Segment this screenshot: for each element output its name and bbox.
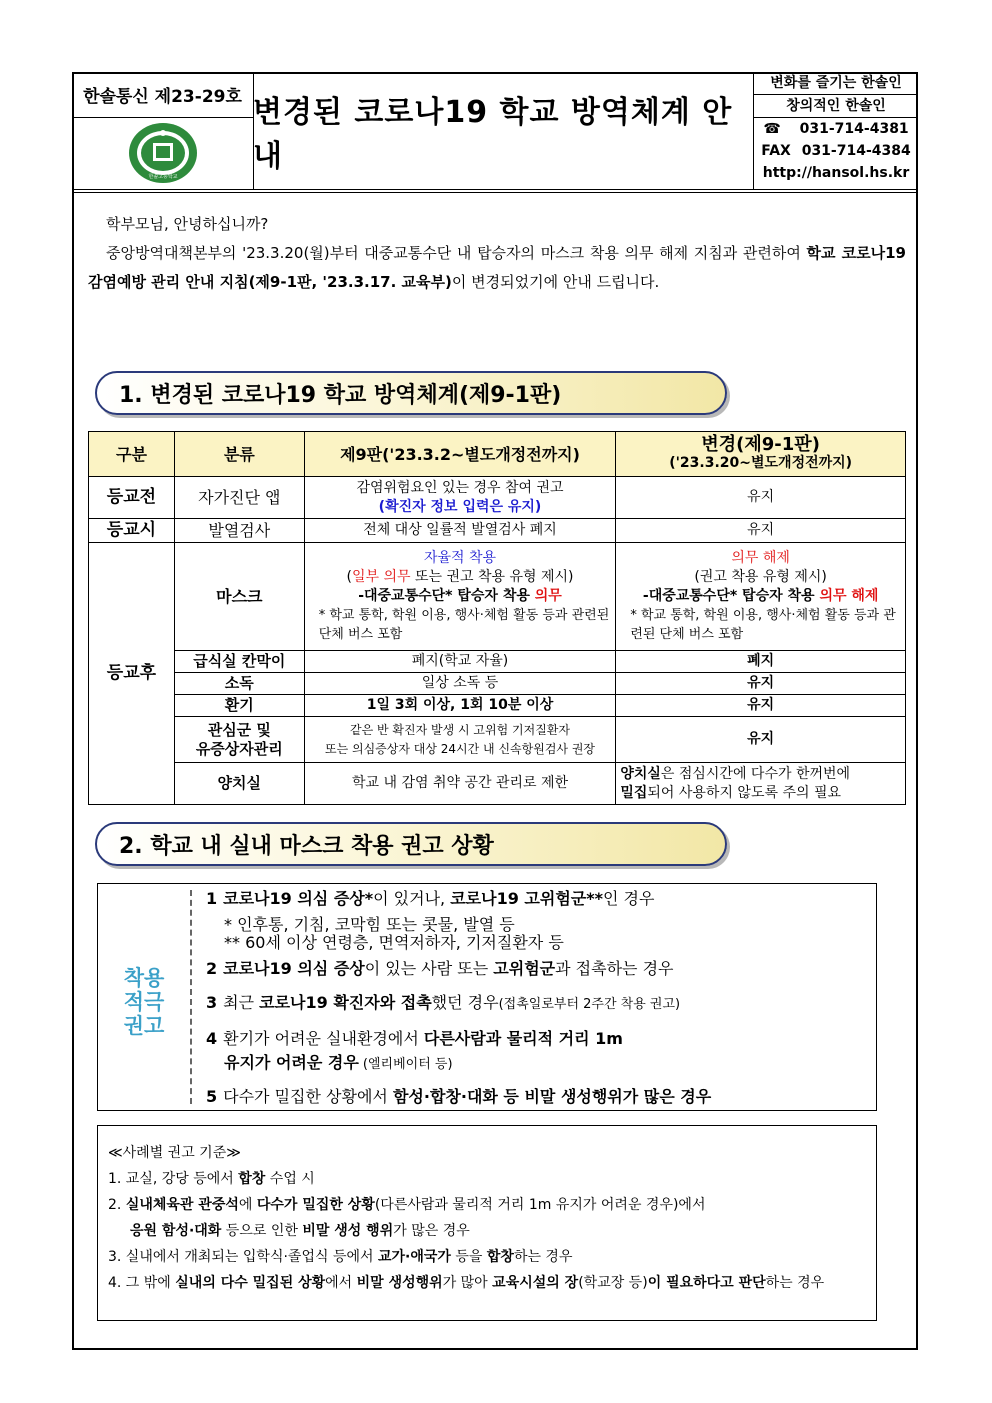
list-item: 1 코로나19 의심 증상*이 있거나, 코로나19 고위험군**인 경우 (206, 889, 655, 908)
row-new: 폐지 (616, 651, 906, 673)
col-header: 구분 (89, 432, 175, 477)
list-item: 2 코로나19 의심 증상이 있는 사람 또는 고위험군과 접촉하는 경우 (206, 959, 674, 978)
row-group: 등교전 (89, 477, 175, 519)
row-new: 의무 해제 (권고 착용 유형 제시) -대중교통수단* 탑승자 착용 의무 해제 * 학교 통학, 학원 이용, 행사·체험 활동 등과 관련된 단체 버스 포함 (616, 543, 906, 651)
row-item: 양치실 (174, 763, 304, 805)
school-url[interactable]: http://hansol.hs.kr (762, 165, 910, 181)
school-emblem-icon (127, 121, 199, 185)
case-item-cont: 응원 함성·대화 등으로 인한 비말 생성 행위가 많은 경우 (130, 1223, 470, 1239)
case-title: ≪사례별 권고 기준≫ (108, 1145, 241, 1161)
fax-line (754, 140, 918, 162)
case-item: 2. 실내체육관 관중석에 다수가 밀집한 상황(다른사람과 물리적 거리 1m 유지가 어려운 경우)에서 (108, 1197, 706, 1213)
row-item: 마스크 (174, 543, 304, 651)
greeting: 학부모님, 안녕하십니까? (106, 215, 269, 233)
row-old: 전체 대상 일률적 발열검사 폐지 (304, 519, 616, 543)
slogan-2: 창의적인 한솔인 (754, 95, 918, 118)
col-header: 제9판('23.3.2~별도개정전까지) (304, 432, 616, 477)
row-item: 발열검사 (174, 519, 304, 543)
row-item: 급식실 칸막이 (174, 651, 304, 673)
row-item: 자가진단 앱 (174, 477, 304, 519)
issue-number: 한솔통신 제23-29호 (72, 72, 254, 118)
list-item-cont: 유지가 어려운 경우 (엘리베이터 등) (224, 1053, 453, 1072)
dashed-divider (190, 890, 192, 1104)
row-item: 환기 (174, 695, 304, 717)
section-heading-1: 1. 변경된 코로나19 학교 방역체계(제9-1판) (95, 371, 727, 415)
slogan-1: 변화를 즐기는 한솔인 (754, 72, 918, 95)
table-row (89, 763, 906, 805)
row-old: 학교 내 감염 취약 공간 관리로 제한 (304, 763, 616, 805)
list-item: 3 최근 코로나19 확진자와 접촉했던 경우(접촉일로부터 2주간 착용 권고) (206, 993, 681, 1012)
table-row (89, 651, 906, 673)
row-old: 감염위험요인 있는 경우 참여 권고 (확진자 정보 입력은 유지) (304, 477, 616, 519)
row-old: 같은 반 확진자 발생 시 고위험 기저질환자 또는 의심증상자 대상 24시간 내 신속항원검사 권장 (304, 717, 616, 763)
school-contact (754, 72, 918, 189)
row-item: 관심군 및 유증상자관리 (174, 717, 304, 763)
newsletter-header (72, 72, 918, 189)
col-header: 변경(제9-1판) ('23.3.20~별도개정전까지) (616, 432, 906, 477)
row-new: 유지 (616, 717, 906, 763)
phone-line (754, 118, 918, 140)
phone-icon: ☎ (763, 121, 781, 137)
recommend-label: 착용 적극 권고 (123, 966, 165, 1038)
row-old: 일상 소독 등 (304, 673, 616, 695)
row-new: 유지 (616, 673, 906, 695)
table-row (89, 695, 906, 717)
case-item: 3. 실내에서 개최되는 입학식·졸업식 등에서 교가·애국가 등을 합창하는 경우 (108, 1249, 573, 1265)
fax-label: FAX (761, 143, 791, 159)
row-group: 등교후 (89, 543, 175, 805)
list-item: 4 환기가 어려운 실내환경에서 다른사람과 물리적 거리 1m (206, 1029, 623, 1048)
header-divider (72, 189, 918, 193)
intro-text (88, 210, 906, 297)
fax-number: 031-714-4384 (801, 143, 911, 159)
case-criteria-box (97, 1125, 877, 1321)
school-logo (72, 117, 254, 189)
list-item: 5 다수가 밀집한 상황에서 함성·합창·대화 등 비말 생성행위가 많은 경우 (206, 1087, 712, 1106)
phone-number: 031-714-4381 (799, 121, 909, 137)
col-header: 분류 (174, 432, 304, 477)
case-item: 4. 그 밖에 실내의 다수 밀집된 상황에서 비말 생성행위가 많아 교육시설의 장(학교장 등)이 필요하다고 판단하는 경우 (108, 1275, 825, 1291)
row-old: 폐지(학교 자율) (304, 651, 616, 673)
list-note: ** 60세 이상 연령층, 면역저하자, 기저질환자 등 (224, 933, 564, 952)
table-header-row (89, 432, 906, 477)
quarantine-table (88, 431, 906, 805)
table-row (89, 477, 906, 519)
intro-body: 중앙방역대책본부의 '23.3.20(월)부터 대중교통수단 내 탑승자의 마스크 착용 의무 해제 지침과 관련하여 학교 코로나19 감염예방 관리 안내 지침(제9-1판, '23.3.17. 교육부)이 변경되었기에 안내 드립니다. (88, 244, 906, 291)
row-new: 유지 (616, 477, 906, 519)
row-new: 양치실은 점심시간에 다수가 한꺼번에 밀집되어 사용하지 않도록 주의 필요 (616, 763, 906, 805)
row-old: 1일 3회 이상, 1회 10분 이상 (304, 695, 616, 717)
mask-recommendation-box (97, 883, 877, 1111)
row-item: 소독 (174, 673, 304, 695)
page-title: 변경된 코로나19 학교 방역체계 안내 (253, 72, 754, 189)
table-row (89, 673, 906, 695)
case-item: 1. 교실, 강당 등에서 합창 수업 시 (108, 1171, 315, 1187)
row-new: 유지 (616, 519, 906, 543)
row-old: 자율적 착용 (일부 의무 또는 권고 착용 유형 제시) -대중교통수단* 탑승자 착용 의무 * 학교 통학, 학원 이용, 행사·체험 활동 등과 관련된 단체 버스 포함 (304, 543, 616, 651)
list-note: * 인후통, 기침, 코막힘 또는 콧물, 발열 등 (224, 915, 515, 934)
table-row (89, 519, 906, 543)
table-row (89, 543, 906, 651)
row-new: 유지 (616, 695, 906, 717)
table-row (89, 717, 906, 763)
section-heading-2: 2. 학교 내 실내 마스크 착용 권고 상황 (95, 822, 727, 866)
svg-text:한솔고등학교: 한솔고등학교 (148, 174, 177, 180)
row-group: 등교시 (89, 519, 175, 543)
